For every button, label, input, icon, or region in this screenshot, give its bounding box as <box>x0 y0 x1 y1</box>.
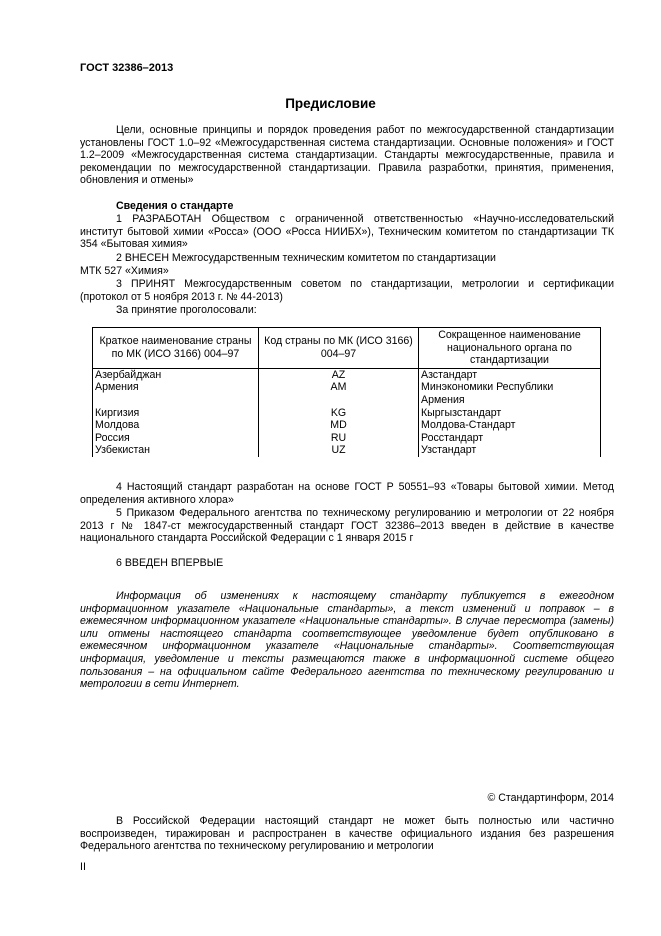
info-item-2-line1: 2 ВНЕСЕН Межгосударственным техническим комитетом по стандартизации <box>116 252 496 264</box>
document-code: ГОСТ 32386–2013 <box>80 62 174 74</box>
header-code: Код страны по МК (ИСО 3166) 004–97 <box>259 328 419 369</box>
table-row <box>93 368 601 381</box>
voted-label <box>80 304 614 317</box>
cell-standards-body: Росстандарт <box>419 432 601 445</box>
cell-code: KG <box>259 407 419 420</box>
table-row <box>93 407 601 420</box>
change-notice <box>80 590 614 691</box>
intro-text: Цели, основные принципы и порядок проведения работ по межгосударственной стандартизации установлены ГОСТ 1.0–92 «Межгосударственная система стандартизации. Основные положения» и ГОСТ 1.2–2009 «Межгосударственная система стандартизации. Стандарты межгосударственные, правила и рекомендации по межгосударственной стандартизации. Правила разработки, принятия, применения, обновления и отмены» <box>80 124 614 187</box>
reproduction-notice <box>80 815 614 853</box>
cell-country: Молдова <box>93 419 259 432</box>
cell-code: MD <box>259 419 419 432</box>
info-item-1-text: 1 РАЗРАБОТАН Обществом с ограниченной ответственностью «Научно-исследовательский институт бытовой химии «Росса» (ООО «Росса НИИБХ»), Техническим комитетом по стандартизации ТК 354 «Бытовая химия» <box>80 213 614 251</box>
table-header-row <box>93 328 601 369</box>
reproduction-notice-text: В Российской Федерации настоящий стандарт не может быть полностью или частично воспроизведен, тиражирован и распространен в качестве официального издания без разрешения Федерального агентства по техническому регулированию и метрологии <box>80 815 614 853</box>
cell-standards-body: Узстандарт <box>419 444 601 457</box>
cell-code: AM <box>259 381 419 406</box>
cell-country: Россия <box>93 432 259 445</box>
cell-standards-body: Молдова-Стандарт <box>419 419 601 432</box>
item-4 <box>80 481 614 506</box>
cell-code: RU <box>259 432 419 445</box>
cell-code: AZ <box>259 368 419 381</box>
info-heading-text: Сведения о стандарте <box>116 200 234 212</box>
cell-standards-body: Кыргызстандарт <box>419 407 601 420</box>
item-5-text: 5 Приказом Федерального агентства по техническому регулированию и метрологии от 22 ноября 2013 г № 1847-ст межгосударственный стандарт ГОСТ 32386–2013 введен в действие в качестве национального стандарта Российской Федерации с 1 января 2015 г <box>80 507 614 545</box>
item-5 <box>80 507 614 545</box>
change-notice-text: Информация об изменениях к настоящему стандарту публикуется в ежегодном информационном указателе «Национальные стандарты», а текст изменений и поправок – в ежемесячном информационном указателе «Национальные стандарты». В случае пересмотра (замены) или отмены настоящего стандарта соответствующее уведомление будет опубликовано в ежемесячном информационном указателе «Национальные стандарты». Соответствующая информация, уведомление и тексты размещаются также в информационной системе общего пользования – на официальном сайте Федерального агентства по техническому регулированию и метрологии в сети Интернет. <box>80 590 614 691</box>
header-standards-body: Сокращенное наименование национального органа по стандартизации <box>419 328 601 369</box>
header-country: Краткое наименование страны по МК (ИСО 3166) 004–97 <box>93 328 259 369</box>
cell-country: Азербайджан <box>93 368 259 381</box>
item-4-text: 4 Настоящий стандарт разработан на основе ГОСТ Р 50551–93 «Товары бытовой химии. Метод определения активного хлора» <box>80 481 614 506</box>
info-heading <box>80 200 614 213</box>
voting-table <box>92 327 601 457</box>
table-row <box>93 419 601 432</box>
info-item-2 <box>80 252 614 277</box>
copyright: © Стандартинформ, 2014 <box>487 792 614 804</box>
info-item-2-line2: МТК 527 «Химия» <box>80 264 169 277</box>
page-title: Предисловие <box>285 96 376 111</box>
info-item-3 <box>80 278 614 303</box>
cell-country: Киргизия <box>93 407 259 420</box>
table-row <box>93 381 601 406</box>
cell-country: Армения <box>93 381 259 406</box>
cell-standards-body: Азстандарт <box>419 368 601 381</box>
voted-label-text: За принятие проголосовали: <box>116 304 257 316</box>
info-item-3-text: 3 ПРИНЯТ Межгосударственным советом по стандартизации, метрологии и сертификации (протокол от 5 ноября 2013 г. № 44-2013) <box>80 278 614 303</box>
info-item-1 <box>80 213 614 251</box>
cell-country: Узбекистан <box>93 444 259 457</box>
cell-code: UZ <box>259 444 419 457</box>
table-row <box>93 432 601 445</box>
page-number: II <box>80 861 86 873</box>
intro-paragraph <box>80 124 614 187</box>
table-row <box>93 444 601 457</box>
cell-standards-body: Минэкономики Республики Армения <box>419 381 601 406</box>
item-6-text: 6 ВВЕДЕН ВПЕРВЫЕ <box>116 557 224 569</box>
item-6 <box>80 557 614 570</box>
